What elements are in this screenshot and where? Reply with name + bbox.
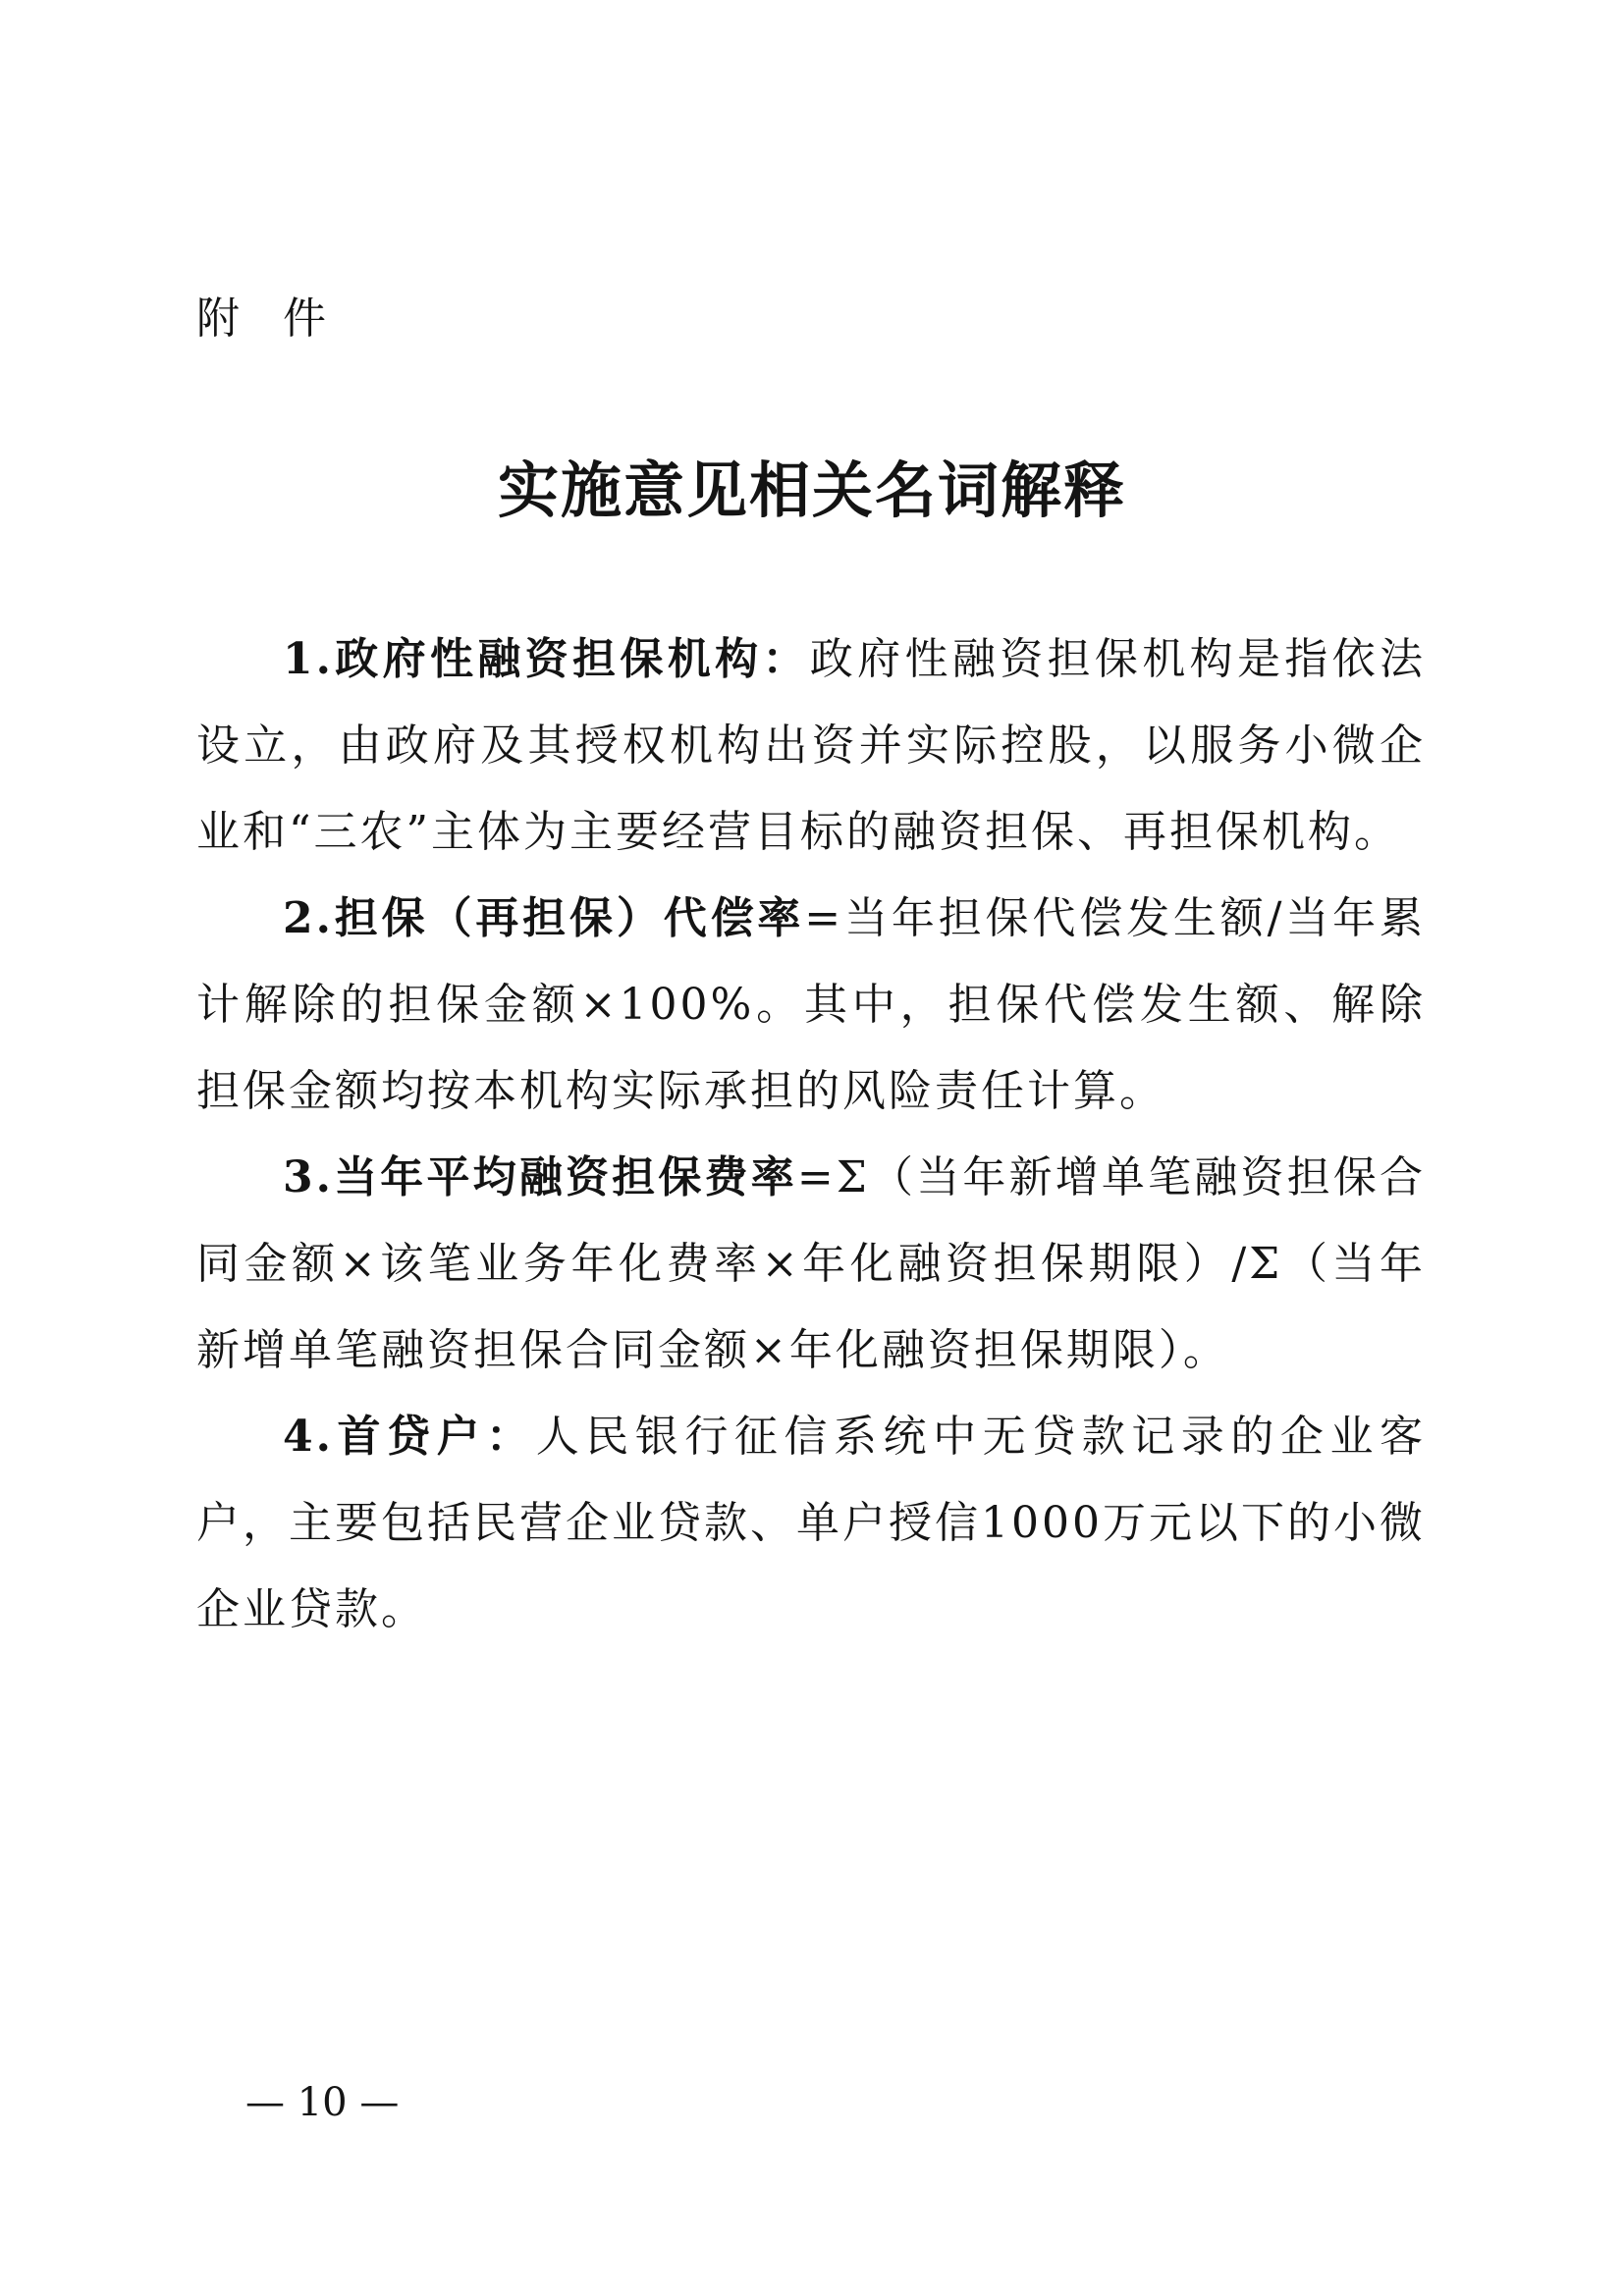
definition-item [196,876,1426,1135]
page-number: — 10 — [245,2080,400,2125]
definition-item [196,1394,1426,1653]
definition-text: =Σ（当年新增单笔融资担保合同金额×该笔业务年化费率×年化融资担保期限）/Σ（当年新增单笔融资担保合同金额×年化融资担保期限）。 [196,1152,1426,1375]
definition-item [196,616,1426,876]
definition-text: =当年担保代偿发生额/当年累计解除的担保金额×100%。其中，担保代偿发生额、解除担保金额均按本机构实际承担的风险责任计算。 [196,893,1426,1116]
definition-text: 人民银行征信系统中无贷款记录的企业客户，主要包括民营企业贷款、单户授信1000万元以下的小微企业贷款。 [196,1412,1427,1634]
attachment-label: 附件 [196,294,369,344]
definition-term: 1.政府性融资担保机构： [283,634,810,684]
definition-term: 3.当年平均融资担保费率 [283,1152,797,1202]
definition-item [196,1135,1426,1394]
definition-term: 4.首贷户： [283,1412,536,1462]
definition-text: 政府性融资担保机构是指依法设立，由政府及其授权机构出资并实际控股，以服务小微企业和“三农”主体为主要经营目标的融资担保、再担保机构。 [196,634,1427,857]
document-title: 实施意见相关名词解释 [497,454,1126,526]
definition-list [196,616,1426,1653]
definition-term: 2.担保（再担保）代偿率 [283,893,805,943]
